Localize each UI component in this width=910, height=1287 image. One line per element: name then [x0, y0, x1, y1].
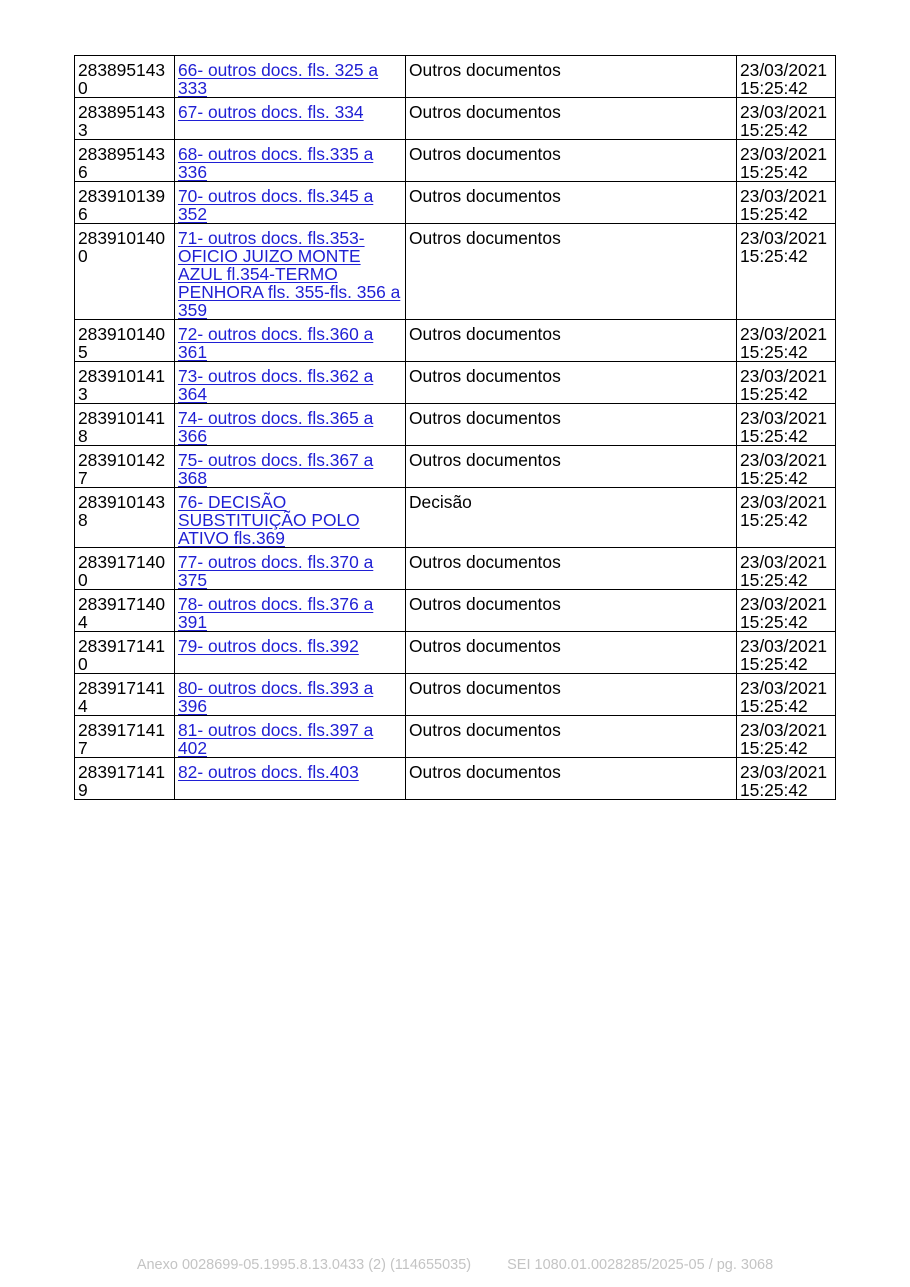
document-id: 2839101418 — [78, 408, 166, 446]
document-type: Outros documentos — [406, 716, 737, 758]
document-name-cell — [175, 404, 406, 446]
document-date: 23/03/2021 — [740, 720, 828, 740]
document-type: Outros documentos — [406, 674, 737, 716]
document-id-cell — [75, 590, 175, 632]
document-link[interactable]: 75- outros docs. fls.367 a 368 — [178, 450, 374, 488]
document-date: 23/03/2021 — [740, 144, 828, 164]
footer-sei-reference: SEI 1080.01.0028285/2025-05 / pg. 3068 — [507, 1257, 774, 1273]
document-id: 2838951430 — [78, 60, 166, 98]
document-time: 15:25:42 — [740, 78, 808, 98]
document-date: 23/03/2021 — [740, 366, 828, 386]
documents-table — [74, 55, 836, 800]
document-datetime-cell — [737, 488, 836, 548]
document-id-cell — [75, 716, 175, 758]
document-name-cell — [175, 674, 406, 716]
document-id-cell — [75, 674, 175, 716]
document-datetime-cell — [737, 590, 836, 632]
table-row — [75, 56, 836, 98]
document-date: 23/03/2021 — [740, 186, 828, 206]
document-date: 23/03/2021 — [740, 408, 828, 428]
document-id: 2839101405 — [78, 324, 166, 362]
document-type: Outros documentos — [406, 758, 737, 800]
document-date: 23/03/2021 — [740, 324, 828, 344]
document-type: Decisão — [406, 488, 737, 548]
document-type: Outros documentos — [406, 98, 737, 140]
table-row — [75, 488, 836, 548]
document-name-cell — [175, 320, 406, 362]
document-link[interactable]: 71- outros docs. fls.353- OFICIO JUIZO MONTE AZUL fl.354-TERMO PENHORA fls. 355-fls. 356 a 359 — [178, 228, 401, 320]
table-row — [75, 632, 836, 674]
document-name-cell — [175, 758, 406, 800]
document-time: 15:25:42 — [740, 162, 808, 182]
document-datetime-cell — [737, 404, 836, 446]
document-id-cell — [75, 446, 175, 488]
table-row — [75, 758, 836, 800]
document-time: 15:25:42 — [740, 570, 808, 590]
document-date: 23/03/2021 — [740, 552, 828, 572]
document-datetime-cell — [737, 56, 836, 98]
document-time: 15:25:42 — [740, 612, 808, 632]
document-time: 15:25:42 — [740, 696, 808, 716]
document-link[interactable]: 73- outros docs. fls.362 a 364 — [178, 366, 374, 404]
document-type: Outros documentos — [406, 632, 737, 674]
document-name-cell — [175, 716, 406, 758]
document-id-cell — [75, 548, 175, 590]
document-datetime-cell — [737, 98, 836, 140]
document-type: Outros documentos — [406, 446, 737, 488]
table-row — [75, 590, 836, 632]
document-name-cell — [175, 362, 406, 404]
document-type: Outros documentos — [406, 56, 737, 98]
document-datetime-cell — [737, 758, 836, 800]
document-date: 23/03/2021 — [740, 594, 828, 614]
document-time: 15:25:42 — [740, 384, 808, 404]
document-link[interactable]: 68- outros docs. fls.335 a 336 — [178, 144, 374, 182]
document-id: 2839101427 — [78, 450, 166, 488]
document-type: Outros documentos — [406, 590, 737, 632]
document-datetime-cell — [737, 548, 836, 590]
document-id: 2839101396 — [78, 186, 166, 224]
document-id: 2839171410 — [78, 636, 166, 674]
document-date: 23/03/2021 — [740, 102, 828, 122]
document-time: 15:25:42 — [740, 246, 808, 266]
document-name-cell — [175, 446, 406, 488]
document-id-cell — [75, 632, 175, 674]
table-row — [75, 362, 836, 404]
document-id: 2839101413 — [78, 366, 166, 404]
document-time: 15:25:42 — [740, 204, 808, 224]
document-type: Outros documentos — [406, 140, 737, 182]
document-time: 15:25:42 — [740, 342, 808, 362]
document-name-cell — [175, 182, 406, 224]
document-datetime-cell — [737, 224, 836, 320]
document-id: 2839171419 — [78, 762, 166, 800]
document-link[interactable]: 70- outros docs. fls.345 a 352 — [178, 186, 374, 224]
document-date: 23/03/2021 — [740, 762, 828, 782]
document-datetime-cell — [737, 320, 836, 362]
document-link[interactable]: 79- outros docs. fls.392 — [178, 636, 359, 656]
document-id: 2839171417 — [78, 720, 166, 758]
document-id: 2839101400 — [78, 228, 166, 266]
table-row — [75, 716, 836, 758]
document-time: 15:25:42 — [740, 654, 808, 674]
document-type: Outros documentos — [406, 182, 737, 224]
document-time: 15:25:42 — [740, 510, 808, 530]
table-row — [75, 404, 836, 446]
document-id-cell — [75, 56, 175, 98]
document-link[interactable]: 81- outros docs. fls.397 a 402 — [178, 720, 374, 758]
document-time: 15:25:42 — [740, 738, 808, 758]
table-row — [75, 224, 836, 320]
table-row — [75, 98, 836, 140]
document-link[interactable]: 76- DECISÃO SUBSTITUIÇÃO POLO ATIVO fls.369 — [178, 492, 360, 548]
document-link[interactable]: 72- outros docs. fls.360 a 361 — [178, 324, 374, 362]
table-row — [75, 548, 836, 590]
document-link[interactable]: 74- outros docs. fls.365 a 366 — [178, 408, 374, 446]
document-date: 23/03/2021 — [740, 636, 828, 656]
page-footer — [0, 1257, 910, 1273]
document-link[interactable]: 77- outros docs. fls.370 a 375 — [178, 552, 374, 590]
document-id-cell — [75, 224, 175, 320]
document-type: Outros documentos — [406, 404, 737, 446]
document-id: 2838951433 — [78, 102, 166, 140]
document-datetime-cell — [737, 362, 836, 404]
document-datetime-cell — [737, 446, 836, 488]
document-type: Outros documentos — [406, 548, 737, 590]
table-row — [75, 320, 836, 362]
document-link[interactable]: 67- outros docs. fls. 334 — [178, 102, 364, 122]
footer-annex: Anexo 0028699-05.1995.8.13.0433 (2) (114655035) — [136, 1257, 472, 1273]
document-name-cell — [175, 98, 406, 140]
document-link[interactable]: 82- outros docs. fls.403 — [178, 762, 359, 782]
document-datetime-cell — [737, 182, 836, 224]
document-date: 23/03/2021 — [740, 450, 828, 470]
document-time: 15:25:42 — [740, 468, 808, 488]
table-row — [75, 446, 836, 488]
document-name-cell — [175, 56, 406, 98]
document-id-cell — [75, 362, 175, 404]
document-name-cell — [175, 488, 406, 548]
document-datetime-cell — [737, 716, 836, 758]
document-date: 23/03/2021 — [740, 678, 828, 698]
document-id-cell — [75, 320, 175, 362]
document-id: 2839171404 — [78, 594, 166, 632]
document-id: 2839101438 — [78, 492, 166, 530]
document-date: 23/03/2021 — [740, 228, 828, 248]
document-link[interactable]: 80- outros docs. fls.393 a 396 — [178, 678, 374, 716]
document-time: 15:25:42 — [740, 780, 808, 800]
document-datetime-cell — [737, 632, 836, 674]
table-row — [75, 674, 836, 716]
document-name-cell — [175, 590, 406, 632]
document-name-cell — [175, 548, 406, 590]
document-id-cell — [75, 758, 175, 800]
document-link[interactable]: 78- outros docs. fls.376 a 391 — [178, 594, 374, 632]
document-id: 2839171414 — [78, 678, 166, 716]
document-name-cell — [175, 224, 406, 320]
document-id-cell — [75, 488, 175, 548]
table-row — [75, 140, 836, 182]
document-id-cell — [75, 182, 175, 224]
document-name-cell — [175, 140, 406, 182]
documents-table-body — [75, 56, 836, 800]
document-date: 23/03/2021 — [740, 492, 828, 512]
document-date: 23/03/2021 — [740, 60, 828, 80]
table-row — [75, 182, 836, 224]
document-id: 2838951436 — [78, 144, 166, 182]
document-datetime-cell — [737, 674, 836, 716]
document-type: Outros documentos — [406, 362, 737, 404]
document-type: Outros documentos — [406, 224, 737, 320]
document-time: 15:25:42 — [740, 120, 808, 140]
document-datetime-cell — [737, 140, 836, 182]
document-id-cell — [75, 140, 175, 182]
document-id-cell — [75, 98, 175, 140]
document-id: 2839171400 — [78, 552, 166, 590]
document-id-cell — [75, 404, 175, 446]
document-time: 15:25:42 — [740, 426, 808, 446]
document-name-cell — [175, 632, 406, 674]
document-type: Outros documentos — [406, 320, 737, 362]
document-link[interactable]: 66- outros docs. fls. 325 a 333 — [178, 60, 379, 98]
